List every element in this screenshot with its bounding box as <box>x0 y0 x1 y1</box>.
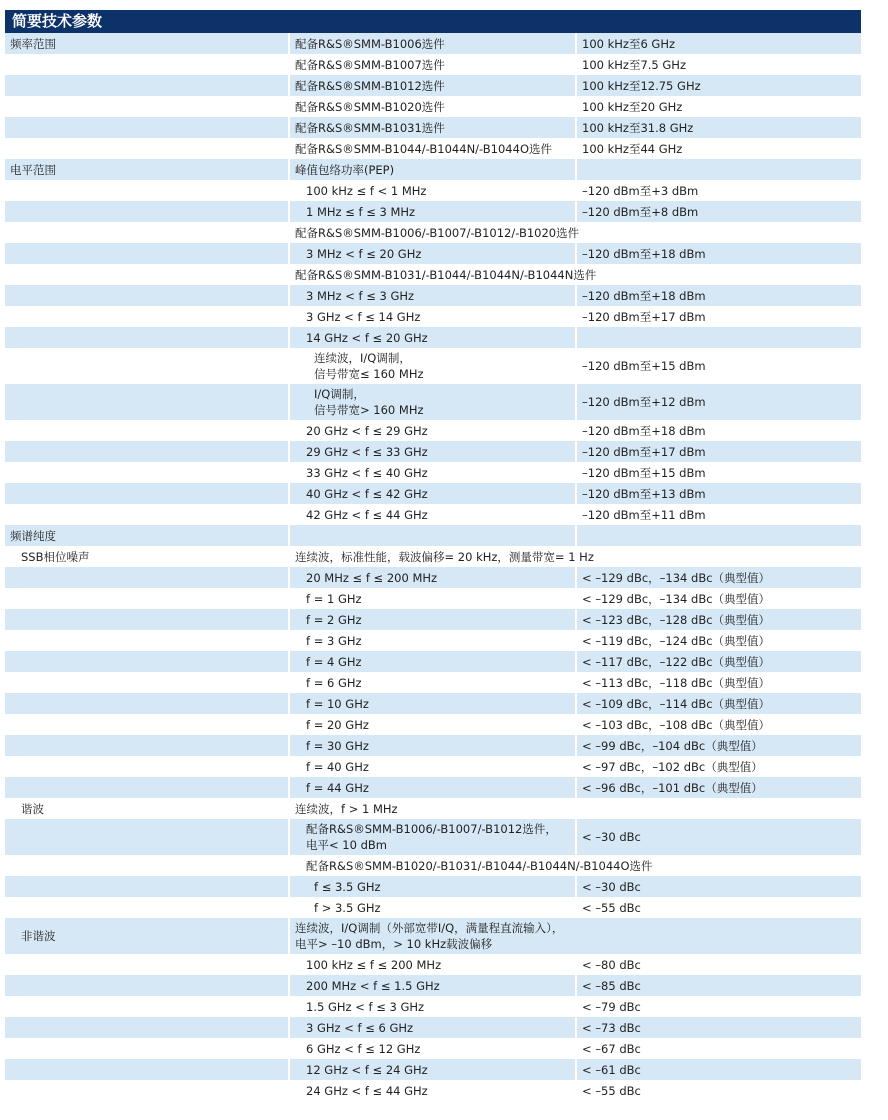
spec-condition <box>290 918 861 954</box>
spec-row <box>5 567 861 588</box>
spec-condition <box>290 75 577 96</box>
spec-row <box>5 201 861 222</box>
spec-condition <box>290 954 577 975</box>
spec-condition-label: f = 4 GHz <box>306 654 362 669</box>
spec-value-label: 100 kHz至31.8 GHz <box>582 120 694 135</box>
spec-category <box>5 630 290 651</box>
spec-row <box>5 714 861 735</box>
spec-value-label: –120 dBm至+3 dBm <box>582 183 699 198</box>
spec-category <box>5 138 290 159</box>
spec-condition <box>290 384 577 420</box>
spec-condition <box>290 306 577 327</box>
spec-value <box>577 756 861 777</box>
spec-value-label: < –85 dBc <box>582 978 641 993</box>
spec-condition <box>290 588 577 609</box>
spec-value <box>577 75 861 96</box>
spec-row <box>5 525 861 546</box>
spec-category <box>5 462 290 483</box>
spec-value <box>577 588 861 609</box>
spec-value <box>577 876 861 897</box>
spec-value <box>577 567 861 588</box>
spec-condition-label: 6 GHz < f ≤ 12 GHz <box>306 1041 421 1056</box>
spec-value <box>577 285 861 306</box>
spec-value <box>577 975 861 996</box>
spec-condition <box>290 876 577 897</box>
spec-value-label: < –119 dBc，–124 dBc（典型值） <box>582 633 771 648</box>
spec-category <box>5 609 290 630</box>
spec-category <box>5 777 290 798</box>
spec-condition-label: 33 GHz < f ≤ 40 GHz <box>306 465 428 480</box>
spec-value <box>577 735 861 756</box>
spec-category <box>5 201 290 222</box>
spec-value-label: < –55 dBc <box>582 900 641 915</box>
spec-condition-label: 20 MHz ≤ f ≤ 200 MHz <box>306 570 438 585</box>
spec-row <box>5 159 861 180</box>
spec-row <box>5 693 861 714</box>
spec-condition-label: 3 GHz < f ≤ 6 GHz <box>306 1020 414 1035</box>
spec-row <box>5 1017 861 1038</box>
spec-condition-label: 40 GHz < f ≤ 42 GHz <box>306 486 428 501</box>
spec-condition <box>290 855 861 876</box>
spec-row <box>5 243 861 264</box>
spec-condition-label: 100 kHz ≤ f < 1 MHz <box>306 183 427 198</box>
spec-category <box>5 876 290 897</box>
spec-condition-label: 配备R&S®SMM-B1044/-B1044N/-B1044O选件 <box>295 141 552 156</box>
spec-condition-label: 配备R&S®SMM-B1012选件 <box>295 78 445 93</box>
spec-condition <box>290 546 861 567</box>
spec-condition-label: 20 GHz < f ≤ 29 GHz <box>306 423 428 438</box>
spec-condition <box>290 777 577 798</box>
spec-condition <box>290 1080 577 1101</box>
spec-condition <box>290 1017 577 1038</box>
spec-value-label: < –97 dBc，–102 dBc（典型值） <box>582 759 763 774</box>
spec-value <box>577 54 861 75</box>
spec-value <box>577 672 861 693</box>
spec-row <box>5 117 861 138</box>
spec-category <box>5 420 290 441</box>
spec-value-label: < –96 dBc，–101 dBc（典型值） <box>582 780 763 795</box>
spec-condition <box>290 243 577 264</box>
section-title: 简要技术参数 <box>5 10 861 33</box>
spec-category <box>5 651 290 672</box>
spec-category <box>5 327 290 348</box>
spec-condition-label: f = 44 GHz <box>306 780 369 795</box>
spec-condition <box>290 798 861 819</box>
spec-value-label: < –129 dBc，–134 dBc（典型值） <box>582 591 771 606</box>
spec-row <box>5 54 861 75</box>
spec-value <box>577 777 861 798</box>
spec-value-label: –120 dBm至+18 dBm <box>582 423 706 438</box>
spec-category <box>5 306 290 327</box>
spec-row <box>5 285 861 306</box>
spec-row <box>5 798 861 819</box>
spec-row <box>5 138 861 159</box>
spec-value-label: –120 dBm至+13 dBm <box>582 486 706 501</box>
spec-value-label: –120 dBm至+12 dBm <box>582 395 706 409</box>
spec-value <box>577 693 861 714</box>
spec-value <box>577 714 861 735</box>
spec-category <box>5 567 290 588</box>
spec-condition-label: 配备R&S®SMM-B1031选件 <box>295 120 445 135</box>
spec-category <box>5 525 290 546</box>
spec-row <box>5 33 861 54</box>
spec-value <box>577 1038 861 1059</box>
spec-category <box>5 1080 290 1101</box>
spec-value <box>577 420 861 441</box>
spec-row <box>5 96 861 117</box>
spec-row <box>5 819 861 855</box>
spec-value <box>577 651 861 672</box>
spec-category <box>5 1017 290 1038</box>
spec-row <box>5 897 861 918</box>
spec-value-label: –120 dBm至+11 dBm <box>582 507 706 522</box>
spec-category <box>5 918 290 954</box>
spec-value-label: < –61 dBc <box>582 1062 641 1077</box>
spec-condition-label: 峰值包络功率(PEP) <box>295 162 395 177</box>
spec-value-label: 100 kHz至44 GHz <box>582 141 683 156</box>
spec-value <box>577 1059 861 1080</box>
spec-value-label: < –113 dBc，–118 dBc（典型值） <box>582 675 771 690</box>
spec-category <box>5 588 290 609</box>
spec-category <box>5 384 290 420</box>
spec-condition-label: f = 40 GHz <box>306 759 369 774</box>
spec-category <box>5 693 290 714</box>
spec-category <box>5 483 290 504</box>
spec-category <box>5 264 290 285</box>
spec-condition <box>290 975 577 996</box>
spec-row <box>5 483 861 504</box>
spec-condition <box>290 1059 577 1080</box>
spec-category <box>5 33 290 54</box>
spec-condition <box>290 96 577 117</box>
spec-category-label: 频谱纯度 <box>10 528 56 543</box>
spec-condition <box>290 630 577 651</box>
spec-category-label: SSB相位噪声 <box>21 549 90 564</box>
spec-category <box>5 243 290 264</box>
spec-value <box>577 897 861 918</box>
spec-condition-label: 连续波，标准性能，载波偏移= 20 kHz，测量带宽= 1 Hz <box>295 549 594 564</box>
spec-value-label: 100 kHz至6 GHz <box>582 36 676 51</box>
spec-condition <box>290 504 577 525</box>
spec-row <box>5 420 861 441</box>
spec-category <box>5 159 290 180</box>
spec-row <box>5 975 861 996</box>
spec-condition-label: 3 MHz < f ≤ 3 GHz <box>306 288 415 303</box>
spec-condition-label: 24 GHz < f ≤ 44 GHz <box>306 1083 428 1098</box>
spec-value-label: < –55 dBc <box>582 1083 641 1098</box>
spec-value-label: –120 dBm至+15 dBm <box>582 359 706 373</box>
spec-row <box>5 75 861 96</box>
spec-value-label: < –80 dBc <box>582 957 641 972</box>
spec-condition-label: 连续波，I/Q调制（外部宽带I/Q，满量程直流输入）， 电平> –10 dBm，> 10 kHz载波偏移 <box>295 921 564 951</box>
spec-value-label: < –129 dBc，–134 dBc（典型值） <box>582 570 771 585</box>
spec-category <box>5 441 290 462</box>
spec-value <box>577 525 861 546</box>
spec-row <box>5 264 861 285</box>
spec-condition <box>290 693 577 714</box>
spec-row <box>5 954 861 975</box>
spec-category <box>5 348 290 384</box>
spec-condition-label: 1 MHz ≤ f ≤ 3 MHz <box>306 204 416 219</box>
spec-value-label: < –109 dBc，–114 dBc（典型值） <box>582 696 771 711</box>
spec-condition <box>290 327 577 348</box>
spec-value <box>577 384 861 420</box>
spec-value <box>577 483 861 504</box>
spec-condition-label: 配备R&S®SMM-B1007选件 <box>295 57 445 72</box>
spec-category <box>5 897 290 918</box>
spec-value <box>577 180 861 201</box>
spec-condition-label: 配备R&S®SMM-B1006/-B1007/-B1012选件， 电平< 10 dBm <box>306 822 557 852</box>
spec-row <box>5 306 861 327</box>
spec-category <box>5 714 290 735</box>
spec-row <box>5 180 861 201</box>
spec-condition-label: f = 20 GHz <box>306 717 369 732</box>
spec-row <box>5 756 861 777</box>
spec-row <box>5 462 861 483</box>
spec-condition <box>290 33 577 54</box>
spec-category <box>5 75 290 96</box>
spec-condition <box>290 285 577 306</box>
spec-condition <box>290 264 861 285</box>
spec-condition <box>290 159 577 180</box>
spec-row <box>5 630 861 651</box>
spec-category-label: 频率范围 <box>10 36 56 51</box>
spec-value <box>577 441 861 462</box>
spec-value-label: 100 kHz至7.5 GHz <box>582 57 686 72</box>
spec-row <box>5 672 861 693</box>
spec-condition-label: f = 10 GHz <box>306 696 369 711</box>
spec-value <box>577 1080 861 1101</box>
spec-value-label: < –99 dBc，–104 dBc（典型值） <box>582 738 763 753</box>
spec-condition-label: I/Q调制， 信号带宽> 160 MHz <box>314 387 424 417</box>
spec-value-label: < –30 dBc <box>582 830 641 844</box>
spec-category <box>5 756 290 777</box>
spec-category <box>5 285 290 306</box>
spec-row <box>5 588 861 609</box>
spec-value <box>577 96 861 117</box>
spec-value-label: –120 dBm至+18 dBm <box>582 246 706 261</box>
spec-condition <box>290 714 577 735</box>
spec-condition <box>290 117 577 138</box>
spec-condition <box>290 441 577 462</box>
spec-row <box>5 735 861 756</box>
spec-value <box>577 996 861 1017</box>
spec-condition-label: f = 2 GHz <box>306 612 362 627</box>
spec-condition <box>290 651 577 672</box>
spec-value-label: –120 dBm至+17 dBm <box>582 309 706 324</box>
spec-value <box>577 159 861 180</box>
spec-value <box>577 243 861 264</box>
spec-condition <box>290 525 577 546</box>
spec-condition-label: 1.5 GHz < f ≤ 3 GHz <box>306 999 425 1014</box>
spec-value <box>577 504 861 525</box>
spec-category <box>5 798 290 819</box>
spec-value <box>577 1017 861 1038</box>
spec-condition-label: 42 GHz < f ≤ 44 GHz <box>306 507 428 522</box>
spec-value <box>577 462 861 483</box>
spec-category <box>5 819 290 855</box>
spec-condition <box>290 756 577 777</box>
spec-row <box>5 609 861 630</box>
spec-value <box>577 117 861 138</box>
spec-condition-label: f > 3.5 GHz <box>314 900 381 915</box>
spec-row <box>5 546 861 567</box>
spec-row <box>5 876 861 897</box>
spec-value <box>577 630 861 651</box>
spec-value <box>577 33 861 54</box>
spec-condition <box>290 609 577 630</box>
spec-condition <box>290 420 577 441</box>
spec-category <box>5 954 290 975</box>
spec-condition-label: 配备R&S®SMM-B1006选件 <box>295 36 445 51</box>
spec-condition <box>290 819 577 855</box>
spec-category <box>5 546 290 567</box>
spec-value-label: –120 dBm至+15 dBm <box>582 465 706 480</box>
spec-condition-label: f = 3 GHz <box>306 633 362 648</box>
spec-value-label: < –73 dBc <box>582 1020 641 1035</box>
spec-condition-label: 12 GHz < f ≤ 24 GHz <box>306 1062 428 1077</box>
spec-value-label: 100 kHz至20 GHz <box>582 99 683 114</box>
spec-condition <box>290 897 577 918</box>
spec-condition-label: f = 30 GHz <box>306 738 369 753</box>
spec-row <box>5 327 861 348</box>
spec-row <box>5 918 861 954</box>
spec-table <box>5 33 861 1101</box>
spec-row <box>5 996 861 1017</box>
spec-value-label: –120 dBm至+18 dBm <box>582 288 706 303</box>
spec-category <box>5 1038 290 1059</box>
spec-value-label: < –67 dBc <box>582 1041 641 1056</box>
spec-row <box>5 651 861 672</box>
spec-category <box>5 996 290 1017</box>
spec-condition <box>290 222 861 243</box>
spec-condition <box>290 672 577 693</box>
spec-condition-label: 配备R&S®SMM-B1031/-B1044/-B1044N/-B1044N选件 <box>295 267 597 282</box>
spec-row <box>5 1059 861 1080</box>
spec-condition <box>290 462 577 483</box>
spec-category-label: 电平范围 <box>10 162 56 177</box>
spec-condition <box>290 201 577 222</box>
spec-value-label: < –30 dBc <box>582 879 641 894</box>
spec-category <box>5 117 290 138</box>
spec-value <box>577 609 861 630</box>
spec-row <box>5 384 861 420</box>
spec-condition-label: 配备R&S®SMM-B1020/-B1031/-B1044/-B1044N/-B1044O选件 <box>306 858 653 873</box>
spec-condition-label: f = 1 GHz <box>306 591 362 606</box>
spec-value-label: < –103 dBc，–108 dBc（典型值） <box>582 717 771 732</box>
spec-value-label: < –79 dBc <box>582 999 641 1014</box>
spec-category <box>5 54 290 75</box>
spec-condition-label: 连续波，I/Q调制， 信号带宽≤ 160 MHz <box>314 351 424 381</box>
spec-row <box>5 222 861 243</box>
spec-category <box>5 96 290 117</box>
spec-row <box>5 348 861 384</box>
spec-category <box>5 504 290 525</box>
spec-condition <box>290 735 577 756</box>
spec-category <box>5 672 290 693</box>
spec-condition <box>290 180 577 201</box>
spec-condition <box>290 54 577 75</box>
spec-row <box>5 777 861 798</box>
spec-condition-label: 100 kHz ≤ f ≤ 200 MHz <box>306 957 442 972</box>
spec-value <box>577 306 861 327</box>
spec-category <box>5 1059 290 1080</box>
spec-row <box>5 441 861 462</box>
spec-value <box>577 327 861 348</box>
spec-category <box>5 180 290 201</box>
spec-category <box>5 222 290 243</box>
spec-value-label: –120 dBm至+8 dBm <box>582 204 699 219</box>
spec-condition-label: 14 GHz < f ≤ 20 GHz <box>306 330 428 345</box>
spec-condition <box>290 1038 577 1059</box>
spec-condition-label: 3 MHz < f ≤ 20 GHz <box>306 246 422 261</box>
spec-condition-label: 配备R&S®SMM-B1006/-B1007/-B1012/-B1020选件 <box>295 225 580 240</box>
spec-value-label: < –117 dBc，–122 dBc（典型值） <box>582 654 771 669</box>
spec-category <box>5 855 290 876</box>
spec-row <box>5 1080 861 1101</box>
spec-condition-label: 配备R&S®SMM-B1020选件 <box>295 99 445 114</box>
spec-category-label: 谐波 <box>21 801 44 816</box>
spec-condition <box>290 348 577 384</box>
spec-condition <box>290 996 577 1017</box>
spec-condition-label: 3 GHz < f ≤ 14 GHz <box>306 309 421 324</box>
spec-value <box>577 138 861 159</box>
spec-category <box>5 735 290 756</box>
spec-condition <box>290 567 577 588</box>
spec-condition <box>290 483 577 504</box>
spec-category-label: 非谐波 <box>21 929 56 943</box>
spec-condition-label: 连续波，f > 1 MHz <box>295 801 398 816</box>
spec-row <box>5 1038 861 1059</box>
spec-condition <box>290 138 577 159</box>
spec-condition-label: f = 6 GHz <box>306 675 362 690</box>
spec-condition-label: f ≤ 3.5 GHz <box>314 879 381 894</box>
spec-value-label: 100 kHz至12.75 GHz <box>582 78 701 93</box>
spec-row <box>5 855 861 876</box>
spec-value <box>577 201 861 222</box>
spec-value <box>577 819 861 855</box>
spec-condition-label: 29 GHz < f ≤ 33 GHz <box>306 444 428 459</box>
spec-value-label: –120 dBm至+17 dBm <box>582 444 706 459</box>
spec-value <box>577 348 861 384</box>
spec-value <box>577 954 861 975</box>
spec-condition-label: 200 MHz < f ≤ 1.5 GHz <box>306 978 440 993</box>
spec-row <box>5 504 861 525</box>
spec-value-label: < –123 dBc，–128 dBc（典型值） <box>582 612 771 627</box>
spec-category <box>5 975 290 996</box>
